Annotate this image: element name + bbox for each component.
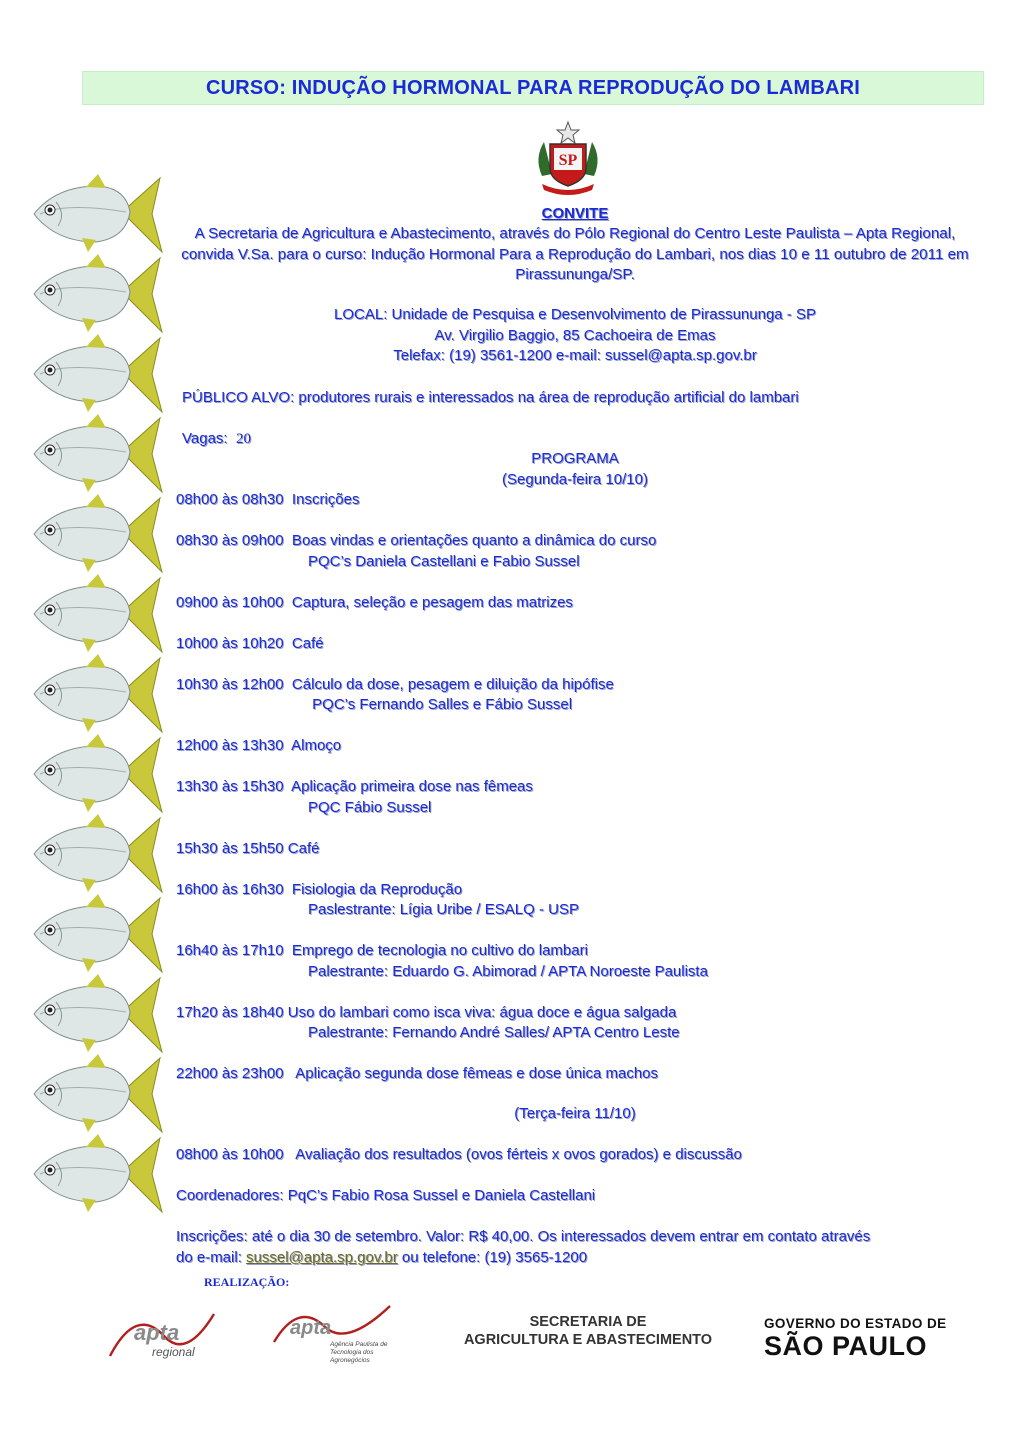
secretaria-line1: SECRETARIA DE bbox=[529, 1314, 647, 1330]
convite-title: CONVITE bbox=[541, 205, 609, 222]
fish-icon bbox=[26, 1132, 166, 1216]
realizacao-label: REALIZAÇÃO: bbox=[204, 1275, 290, 1289]
sao-paulo-seal-icon bbox=[528, 118, 608, 198]
programa-day2: (Terça-feira 11/10) bbox=[514, 1105, 636, 1122]
governo-line1: GOVERNO DO ESTADO DE bbox=[764, 1316, 947, 1331]
programa-day1: (Segunda-feira 10/10) bbox=[502, 471, 648, 488]
apta-agencia-name: apta bbox=[290, 1317, 332, 1339]
apta-agencia-sub1: Agência Paulista de bbox=[330, 1341, 388, 1348]
local-line3: Telefax: (19) 3561-1200 e-mail: sussel@apta.sp.gov.br bbox=[393, 347, 757, 364]
local-line2: Av. Virgilio Baggio, 85 Cachoeira de Emas bbox=[434, 327, 716, 344]
fish-icon bbox=[26, 412, 166, 496]
convite-heading bbox=[180, 204, 970, 225]
vagas-value: 20 bbox=[235, 431, 251, 447]
inscricoes-suffix: ou telefone: (19) 3565-1200 bbox=[397, 1249, 588, 1266]
secretaria-logo-text bbox=[446, 1313, 730, 1349]
schedule-item: 12h00 às 13h30 Almoço bbox=[176, 737, 342, 754]
fish-icon bbox=[26, 732, 166, 816]
inscricoes-line1: Inscrições: até o dia 30 de setembro. Valor: R$ 40,00. Os interessados devem entrar em contato através bbox=[176, 1228, 871, 1245]
apta-agencia-sub2: Tecnologia dos bbox=[330, 1349, 374, 1356]
fish-icon bbox=[26, 252, 166, 336]
fish-icon bbox=[26, 972, 166, 1056]
vagas-label: Vagas: bbox=[182, 430, 228, 447]
schedule-item: 16h00 às 16h30 Fisiologia da Reprodução bbox=[176, 880, 463, 898]
schedule-item: 17h20 às 18h40 Uso do lambari como isca viva: água doce e água salgada bbox=[176, 1003, 677, 1021]
governo-line2: SÃO PAULO bbox=[764, 1331, 928, 1361]
fish-icon bbox=[26, 1052, 166, 1136]
local-line1: LOCAL: Unidade de Pesquisa e Desenvolvimento de Pirassununga - SP bbox=[334, 306, 816, 323]
inscricoes-line2 bbox=[176, 1248, 587, 1269]
fish-icon bbox=[26, 572, 166, 656]
schedule-speaker: PQC’s Daniela Castellani e Fabio Sussel bbox=[308, 552, 580, 570]
apta-regional-logo bbox=[106, 1296, 218, 1380]
apta-agencia-sub3: Agronegócios bbox=[330, 1357, 370, 1364]
email-link[interactable]: sussel@apta.sp.gov.br bbox=[246, 1249, 398, 1266]
fish-icon bbox=[26, 652, 166, 736]
schedule-speaker: Palestrante: Fernando André Salles/ APTA Centro Leste bbox=[308, 1024, 680, 1041]
programa-heading: PROGRAMA bbox=[531, 450, 619, 467]
fish-icon bbox=[26, 172, 166, 256]
fish-icon bbox=[26, 812, 166, 896]
schedule-speaker: Palestrante: Eduardo G. Abimorad / APTA Noroeste Paulista bbox=[308, 962, 708, 980]
schedule-speaker: PQC Fábio Sussel bbox=[308, 798, 432, 816]
publico-alvo: PÚBLICO ALVO: produtores rurais e interessados na área de reprodução artificial do lambari bbox=[182, 389, 799, 406]
apta-agencia-logo bbox=[268, 1296, 396, 1380]
schedule-item: 09h00 às 10h00 Captura, seleção e pesagem das matrizes bbox=[176, 593, 573, 611]
fish-icon bbox=[26, 332, 166, 416]
inscricoes-prefix: do e-mail: bbox=[176, 1249, 247, 1266]
title-banner bbox=[82, 71, 984, 105]
fish-icon bbox=[26, 892, 166, 976]
schedule-item: 13h30 às 15h30 Aplicação primeira dose nas fêmeas bbox=[176, 778, 533, 795]
seal-letters: SP bbox=[558, 152, 578, 169]
schedule-speaker: Paslestrante: Lígia Uribe / ESALQ - USP bbox=[308, 901, 579, 918]
schedule-item: 15h30 às 15h50 Café bbox=[176, 839, 320, 857]
schedule-item: 10h30 às 12h00 Cálculo da dose, pesagem e diluição da hipófise bbox=[176, 675, 614, 693]
schedule-item: 10h00 às 10h20 Café bbox=[176, 634, 324, 652]
apta-regional-sub: regional bbox=[152, 1345, 195, 1359]
schedule-item: 16h40 às 17h10 Emprego de tecnologia no cultivo do lambari bbox=[176, 942, 588, 959]
vagas bbox=[182, 429, 251, 450]
convite-body: A Secretaria de Agricultura e Abastecimento, através do Pólo Regional do Centro Leste Paulista – Apta Regional, convida V.Sa. para o curso: Indução Hormonal Para a Reprodução do Lambari, nos dias 10 e 11 outubro de 2011 em Pirassununga/SP. bbox=[181, 225, 969, 283]
fish-icon bbox=[26, 492, 166, 576]
coordenadores: Coordenadores: PqC’s Fabio Rosa Sussel e Daniela Castellani bbox=[176, 1187, 596, 1204]
page-title: CURSO: INDUÇÃO HORMONAL PARA REPRODUÇÃO DO LAMBARI bbox=[205, 76, 861, 99]
schedule-item: 22h00 às 23h00 Aplicação segunda dose fêmeas e dose única machos bbox=[176, 1065, 659, 1082]
apta-regional-name: apta bbox=[134, 1320, 180, 1345]
schedule-item: 08h30 às 09h00 Boas vindas e orientações quanto a dinâmica do curso bbox=[176, 532, 657, 549]
secretaria-line2: AGRICULTURA E ABASTECIMENTO bbox=[463, 1332, 713, 1348]
day2-item: 08h00 às 10h00 Avaliação dos resultados (ovos férteis x ovos gorados) e discussão bbox=[176, 1146, 742, 1163]
governo-logo-text bbox=[764, 1316, 964, 1361]
schedule-speaker: PQC’s Fernando Salles e Fábio Sussel bbox=[308, 696, 573, 713]
schedule-item: 08h00 às 08h30 Inscrições bbox=[176, 491, 360, 508]
